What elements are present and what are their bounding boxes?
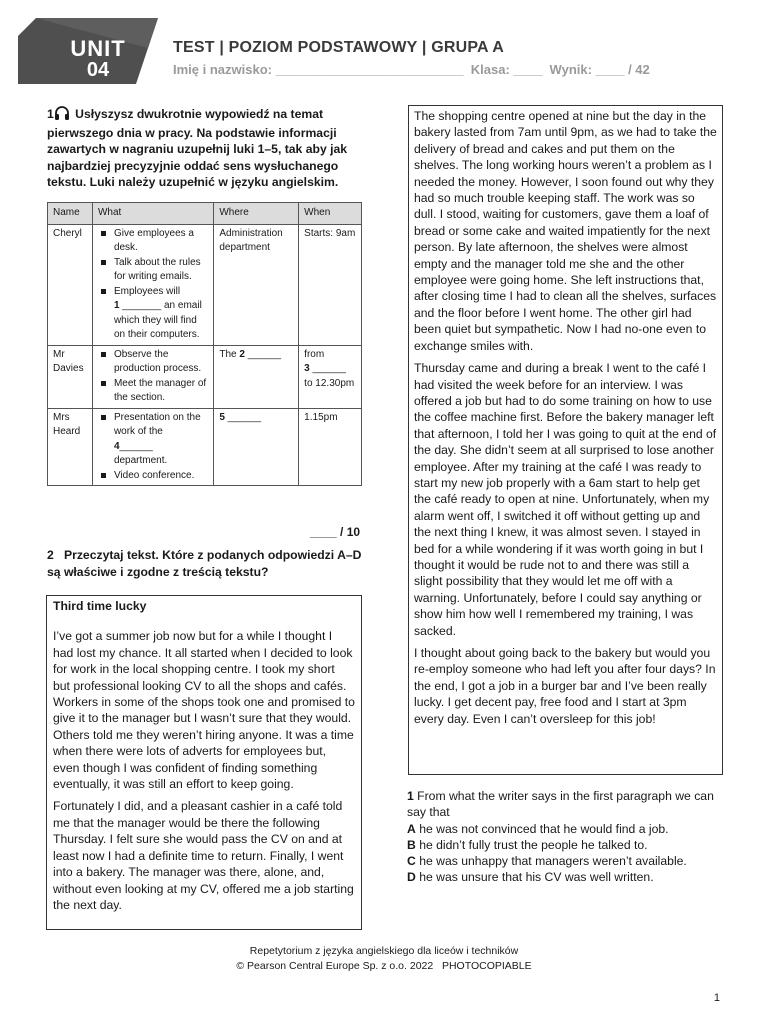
answer-option-d[interactable] <box>407 869 727 885</box>
exercise-1-number: 1 <box>47 107 54 121</box>
gap-5-blank[interactable]: ______ <box>227 411 262 423</box>
question-number: 1 <box>407 789 414 803</box>
gap-number-4: 4 <box>113 440 120 452</box>
list-item: Give employees a desk. <box>110 227 208 256</box>
answer-option-c[interactable] <box>407 853 727 869</box>
cell-text: from <box>304 348 325 360</box>
list-item: Meet the manager of the section. <box>110 377 208 406</box>
table-row <box>48 345 362 408</box>
table-row <box>48 408 362 486</box>
cell-where: Administration department <box>214 224 299 345</box>
option-letter: D <box>407 870 416 885</box>
table-header-row <box>48 203 362 225</box>
list-item: Observe the production process. <box>110 348 208 377</box>
paragraph: I thought about going back to the bakery but would you re-employ someone who had left you after four days? In the end, I got a job in a burger bar and I’ve been really lucky. I get decent pay, free food and I start at 3pm every day. Even I can’t oversleep for this job! <box>414 646 716 726</box>
answer-option-b[interactable] <box>407 837 727 853</box>
column-header: What <box>92 203 213 225</box>
cell-what <box>92 224 213 345</box>
option-letter: A <box>407 821 416 836</box>
reading-text-box-left <box>46 595 362 930</box>
exercise-2-number: 2 <box>47 548 54 562</box>
option-text: he didn’t fully trust the people he talked to. <box>419 837 648 852</box>
exercise-1-instruction <box>47 106 367 191</box>
gap-number-2: 2 <box>239 348 245 360</box>
cell-when: 1.15pm <box>299 408 362 486</box>
list-item <box>110 285 208 343</box>
option-text: he was unhappy that managers weren’t available. <box>419 854 687 869</box>
cell-when: Starts: 9am <box>299 224 362 345</box>
cell-name: Mr Davies <box>48 345 93 408</box>
paragraph: I’ve got a summer job now but for a while I thought I had lost my chance. It all started when I decided to look for work in the local shopping centre. I took my short but professional looking CV to all the shops and cafés. Workers in some of the shops took one and promised to give it to the manager but I wasn’t sure that they would. Others told me they weren’t hiring anyone. It was a time when there were lots of adverts for employees but, even though I was confident of finding something eventually, it was still an effort to keep going. <box>53 629 355 792</box>
paragraph: Thursday came and during a break I went to the café I had visited the week before for an interview. I was offered a job but had to do some training on how to use the coffee machine first. Before the bakery manager left that afternoon, I told her I was going to quit at the end of the day. She didn’t seem at all surprised to lose another employee. After my training at the café I was ready to start my new job properly with a 6am start to help get the café ready to open at nine. Unfortunately, when my alarm went off, I switched it off without getting up and the next thing I knew, it was almost seven. I stayed in bed for a while wondering if it was worth going in but I thought it would be rude not to and there was still a slight possibility that they would let me off with a warning. Unfortunately, before I could say anything or show him how well I remembered my training, I was sacked. <box>414 361 717 638</box>
cell-when <box>299 345 362 408</box>
footer-line: Repetytorium z języka angielskiego dla liceów i techników <box>249 945 519 957</box>
paragraph: Fortunately I did, and a pleasant cashier in a café told me that the manager would be there the following Thursday. I felt sure she would pass the CV on and at least now I had a definite time to return. Finally, I went into a bakery. The manager was there, alone, and, without even looking at my CV, offered me a job starting the next day. <box>53 799 354 912</box>
unit-label <box>48 38 148 80</box>
column-header: Where <box>214 203 299 225</box>
unit-badge <box>18 18 158 84</box>
cell-name: Cheryl <box>48 224 93 345</box>
headphones-icon <box>54 106 70 125</box>
option-letter: B <box>407 837 416 852</box>
table-row <box>48 224 362 345</box>
gap-number-5: 5 <box>219 411 225 423</box>
cell-where <box>214 345 299 408</box>
exercise-1-table <box>47 202 362 486</box>
question-stem-text: From what the writer says in the first paragraph we can say that <box>407 789 714 820</box>
cell-where <box>214 408 299 486</box>
gap-1-blank[interactable]: _______ <box>122 300 162 311</box>
exercise-1-instruction-text: Usłyszysz dwukrotnie wypowiedź na temat pierwszego dnia w pracy. Na podstawie informacji zawartych w nagraniu uzupełnij luki 1–5, tak aby jak najbardziej precyzyjnie oddać sens wysłuchanego tekstu. Luki należy uzupełnić w języku angielskim. <box>47 107 348 189</box>
gap-number-1: 1 <box>113 300 120 311</box>
cell-text: The <box>219 348 237 360</box>
list-item: Talk about the rules for writing emails. <box>110 256 208 285</box>
cell-text: to 12.30pm <box>304 377 355 389</box>
option-text: he was unsure that his CV was well written. <box>419 870 654 885</box>
gap-number-3: 3 <box>304 363 310 374</box>
list-item: Video conference. <box>110 469 208 484</box>
option-letter: C <box>407 854 416 869</box>
column-header: When <box>299 203 362 225</box>
reading-text-box-right <box>408 105 723 775</box>
list-item <box>110 411 208 469</box>
paragraph: The shopping centre opened at nine but the day in the bakery lasted from 7am until 9pm, as we had to take the delivery of bread and cakes and put them on the shelves. The long working hours weren’t a problem as I needed the money. However, I soon found out why they had so much trouble keeping staff. The work was so dull. I stood, waiting for customers, gave them a loaf of bread or some cake and waited impatiently for the next person. By late afternoon, the shelves were almost empty and the manager told me she and the other employee were going home. She left instructions that, after closing time I had to clean all the shelves, surfaces and the floor before I went home. The other girl had been quiet but sympathetic. Now I had no-one even to exchange smiles with. <box>414 109 717 353</box>
student-info-line: Imię i nazwisko: __________________________ Klasa: ____ Wynik: ____ / 42 <box>173 62 650 77</box>
page-number: 1 <box>713 992 720 1004</box>
unit-word: UNIT <box>70 36 126 61</box>
reading-title: Third time lucky <box>53 599 147 613</box>
option-text: he was not convinced that he would find a job. <box>419 821 669 836</box>
column-header: Name <box>48 203 93 225</box>
exercise-2-instruction-text: Przeczytaj tekst. Które z podanych odpowiedzi A–D są właściwe i zgodne z treścią tekstu? <box>47 548 362 579</box>
gap-2-blank[interactable]: ______ <box>247 348 282 360</box>
cell-what <box>92 345 213 408</box>
cell-what <box>92 408 213 486</box>
answer-option-a[interactable] <box>407 821 727 837</box>
test-title: TEST | POZIOM PODSTAWOWY | GRUPA A <box>173 39 505 56</box>
gap-4-blank[interactable]: ______ <box>119 440 153 452</box>
question-stem <box>407 788 727 821</box>
list-item-text: department. <box>113 455 168 466</box>
list-item-text: Employees will <box>113 285 181 297</box>
footer-copyright: © Pearson Central Europe Sp. z o.o. 2022 PHOTOCOPIABLE <box>236 960 532 972</box>
list-item-text: an email which they will find on their computers. <box>113 300 202 340</box>
exercise-2-instruction <box>47 547 367 580</box>
list-item-text: Presentation on the work of the <box>113 411 201 437</box>
exercise-1-score: ____ / 10 <box>310 525 361 539</box>
cell-name: Mrs Heard <box>48 408 93 486</box>
gap-3-blank[interactable]: ______ <box>312 363 346 374</box>
unit-number: 04 <box>86 59 110 81</box>
question-1 <box>407 788 727 886</box>
page-footer <box>0 944 768 974</box>
